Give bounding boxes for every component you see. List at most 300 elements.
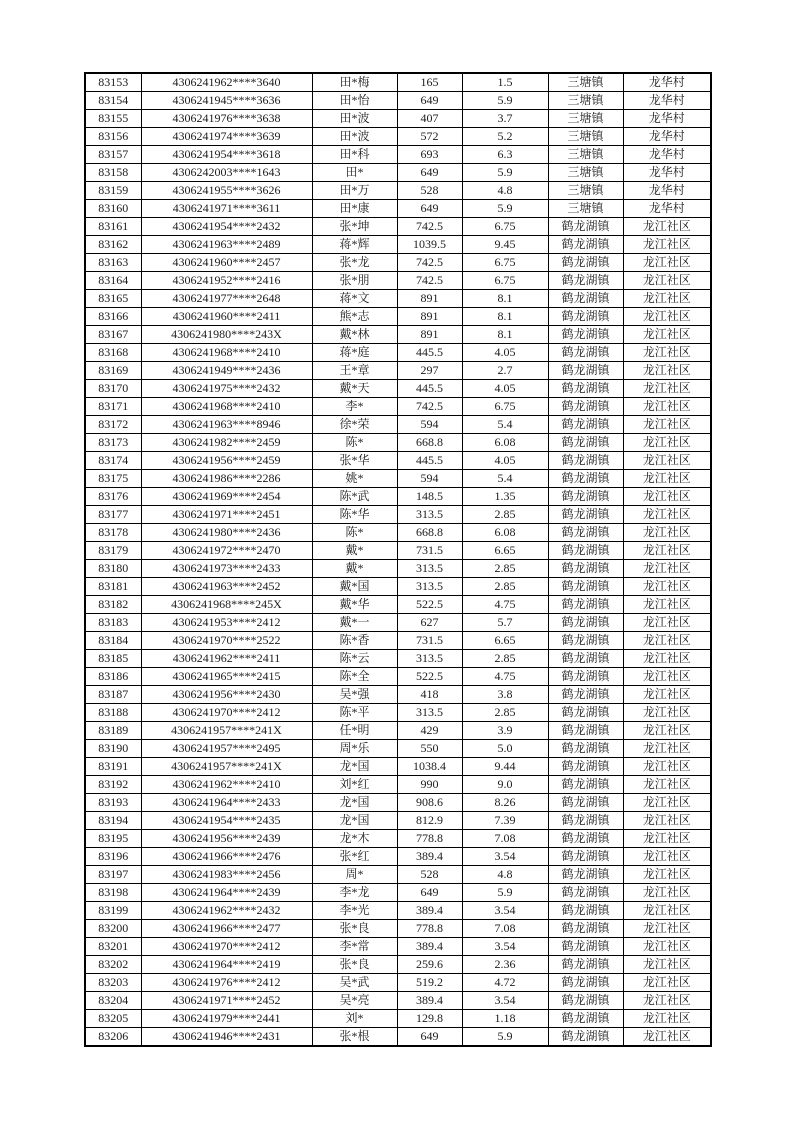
table-row xyxy=(85,938,711,956)
cell-name: 周* xyxy=(312,866,397,884)
cell-amount: 313.5 xyxy=(397,506,462,524)
cell-serial: 83196 xyxy=(85,848,141,866)
table-row xyxy=(85,812,711,830)
cell-serial: 83202 xyxy=(85,956,141,974)
cell-area: 7.08 xyxy=(462,830,548,848)
cell-amount: 389.4 xyxy=(397,938,462,956)
cell-serial: 83172 xyxy=(85,416,141,434)
cell-name: 戴*天 xyxy=(312,380,397,398)
cell-village: 龙江社区 xyxy=(623,452,711,470)
cell-id-number: 4306241962****2410 xyxy=(141,776,312,794)
cell-id-number: 4306241953****2412 xyxy=(141,614,312,632)
cell-id-number: 4306241969****2454 xyxy=(141,488,312,506)
cell-name: 陈*平 xyxy=(312,704,397,722)
cell-name: 张*华 xyxy=(312,452,397,470)
cell-village: 龙江社区 xyxy=(623,704,711,722)
cell-serial: 83182 xyxy=(85,596,141,614)
cell-amount: 778.8 xyxy=(397,920,462,938)
cell-amount: 649 xyxy=(397,164,462,182)
table-row xyxy=(85,218,711,236)
cell-id-number: 4306241945****3636 xyxy=(141,92,312,110)
table-row xyxy=(85,704,711,722)
cell-name: 张*坤 xyxy=(312,218,397,236)
cell-village: 龙江社区 xyxy=(623,308,711,326)
cell-village: 龙江社区 xyxy=(623,758,711,776)
cell-id-number: 4306241968****2410 xyxy=(141,344,312,362)
cell-amount: 891 xyxy=(397,290,462,308)
cell-village: 龙江社区 xyxy=(623,272,711,290)
table-row xyxy=(85,1028,711,1047)
cell-village: 龙江社区 xyxy=(623,884,711,902)
cell-amount: 407 xyxy=(397,110,462,128)
cell-serial: 83165 xyxy=(85,290,141,308)
cell-serial: 83171 xyxy=(85,398,141,416)
cell-town: 鹤龙湖镇 xyxy=(548,956,623,974)
cell-town: 鹤龙湖镇 xyxy=(548,632,623,650)
cell-serial: 83169 xyxy=(85,362,141,380)
cell-amount: 389.4 xyxy=(397,902,462,920)
cell-town: 鹤龙湖镇 xyxy=(548,650,623,668)
cell-town: 鹤龙湖镇 xyxy=(548,578,623,596)
cell-serial: 83163 xyxy=(85,254,141,272)
cell-amount: 908.6 xyxy=(397,794,462,812)
cell-serial: 83159 xyxy=(85,182,141,200)
cell-amount: 649 xyxy=(397,200,462,218)
cell-serial: 83200 xyxy=(85,920,141,938)
cell-id-number: 4306241964****2439 xyxy=(141,884,312,902)
cell-village: 龙江社区 xyxy=(623,416,711,434)
cell-area: 9.0 xyxy=(462,776,548,794)
table-row xyxy=(85,974,711,992)
table-row xyxy=(85,992,711,1010)
cell-amount: 297 xyxy=(397,362,462,380)
cell-id-number: 4306241963****2452 xyxy=(141,578,312,596)
cell-name: 陈*华 xyxy=(312,506,397,524)
cell-name: 田*康 xyxy=(312,200,397,218)
cell-name: 田*怡 xyxy=(312,92,397,110)
cell-village: 龙江社区 xyxy=(623,344,711,362)
cell-id-number: 4306241975****2432 xyxy=(141,380,312,398)
cell-serial: 83205 xyxy=(85,1010,141,1028)
cell-area: 2.85 xyxy=(462,704,548,722)
cell-amount: 742.5 xyxy=(397,254,462,272)
cell-name: 张*红 xyxy=(312,848,397,866)
cell-name: 龙*国 xyxy=(312,758,397,776)
cell-area: 6.65 xyxy=(462,542,548,560)
cell-serial: 83181 xyxy=(85,578,141,596)
cell-village: 龙华村 xyxy=(623,146,711,164)
cell-serial: 83206 xyxy=(85,1028,141,1047)
cell-serial: 83158 xyxy=(85,164,141,182)
cell-name: 张*龙 xyxy=(312,254,397,272)
cell-amount: 649 xyxy=(397,884,462,902)
cell-id-number: 4306241956****2439 xyxy=(141,830,312,848)
cell-serial: 83203 xyxy=(85,974,141,992)
table-row xyxy=(85,776,711,794)
cell-town: 三塘镇 xyxy=(548,164,623,182)
cell-town: 鹤龙湖镇 xyxy=(548,668,623,686)
cell-serial: 83191 xyxy=(85,758,141,776)
cell-amount: 313.5 xyxy=(397,578,462,596)
cell-amount: 313.5 xyxy=(397,560,462,578)
cell-id-number: 4306241976****3638 xyxy=(141,110,312,128)
cell-name: 蒋*文 xyxy=(312,290,397,308)
cell-area: 6.75 xyxy=(462,272,548,290)
cell-amount: 891 xyxy=(397,308,462,326)
cell-amount: 649 xyxy=(397,1028,462,1047)
cell-name: 戴*华 xyxy=(312,596,397,614)
cell-area: 2.85 xyxy=(462,578,548,596)
cell-area: 8.1 xyxy=(462,308,548,326)
cell-id-number: 4306241962****2432 xyxy=(141,902,312,920)
cell-amount: 522.5 xyxy=(397,596,462,614)
cell-id-number: 4306241964****2419 xyxy=(141,956,312,974)
cell-serial: 83199 xyxy=(85,902,141,920)
cell-amount: 550 xyxy=(397,740,462,758)
table-row xyxy=(85,128,711,146)
cell-amount: 668.8 xyxy=(397,524,462,542)
cell-town: 鹤龙湖镇 xyxy=(548,362,623,380)
cell-id-number: 4306241971****2452 xyxy=(141,992,312,1010)
table-row xyxy=(85,578,711,596)
cell-area: 5.4 xyxy=(462,470,548,488)
cell-serial: 83183 xyxy=(85,614,141,632)
cell-serial: 83160 xyxy=(85,200,141,218)
cell-name: 田*万 xyxy=(312,182,397,200)
table-row xyxy=(85,614,711,632)
cell-name: 张*根 xyxy=(312,1028,397,1047)
cell-village: 龙江社区 xyxy=(623,794,711,812)
cell-id-number: 4306241968****245X xyxy=(141,596,312,614)
table-row xyxy=(85,272,711,290)
cell-area: 4.75 xyxy=(462,596,548,614)
cell-serial: 83197 xyxy=(85,866,141,884)
cell-town: 三塘镇 xyxy=(548,146,623,164)
cell-serial: 83192 xyxy=(85,776,141,794)
cell-town: 三塘镇 xyxy=(548,92,623,110)
cell-serial: 83167 xyxy=(85,326,141,344)
table-row xyxy=(85,632,711,650)
cell-village: 龙江社区 xyxy=(623,524,711,542)
cell-amount: 649 xyxy=(397,92,462,110)
cell-town: 鹤龙湖镇 xyxy=(548,416,623,434)
cell-area: 1.5 xyxy=(462,73,548,92)
cell-id-number: 4306241979****2441 xyxy=(141,1010,312,1028)
cell-serial: 83204 xyxy=(85,992,141,1010)
table-row xyxy=(85,380,711,398)
cell-town: 三塘镇 xyxy=(548,200,623,218)
cell-town: 鹤龙湖镇 xyxy=(548,902,623,920)
table-row xyxy=(85,110,711,128)
cell-town: 三塘镇 xyxy=(548,110,623,128)
cell-village: 龙华村 xyxy=(623,73,711,92)
cell-id-number: 4306241971****3611 xyxy=(141,200,312,218)
cell-town: 鹤龙湖镇 xyxy=(548,542,623,560)
cell-village: 龙江社区 xyxy=(623,578,711,596)
cell-area: 4.05 xyxy=(462,344,548,362)
cell-village: 龙江社区 xyxy=(623,632,711,650)
table-row xyxy=(85,416,711,434)
cell-serial: 83194 xyxy=(85,812,141,830)
cell-town: 鹤龙湖镇 xyxy=(548,704,623,722)
cell-id-number: 4306241946****2431 xyxy=(141,1028,312,1047)
table-row xyxy=(85,146,711,164)
cell-amount: 990 xyxy=(397,776,462,794)
cell-area: 5.9 xyxy=(462,92,548,110)
cell-area: 9.45 xyxy=(462,236,548,254)
cell-serial: 83188 xyxy=(85,704,141,722)
cell-amount: 148.5 xyxy=(397,488,462,506)
cell-village: 龙江社区 xyxy=(623,938,711,956)
cell-id-number: 4306241970****2522 xyxy=(141,632,312,650)
cell-village: 龙江社区 xyxy=(623,722,711,740)
cell-amount: 812.9 xyxy=(397,812,462,830)
cell-town: 鹤龙湖镇 xyxy=(548,758,623,776)
cell-town: 鹤龙湖镇 xyxy=(548,776,623,794)
table-row xyxy=(85,596,711,614)
table-row xyxy=(85,758,711,776)
cell-village: 龙江社区 xyxy=(623,542,711,560)
cell-area: 1.35 xyxy=(462,488,548,506)
cell-amount: 259.6 xyxy=(397,956,462,974)
cell-name: 龙*木 xyxy=(312,830,397,848)
cell-name: 陈*武 xyxy=(312,488,397,506)
cell-amount: 693 xyxy=(397,146,462,164)
cell-village: 龙江社区 xyxy=(623,362,711,380)
table-row xyxy=(85,830,711,848)
table-row xyxy=(85,73,711,92)
cell-area: 2.85 xyxy=(462,506,548,524)
table-row xyxy=(85,308,711,326)
cell-id-number: 4306241960****2411 xyxy=(141,308,312,326)
cell-town: 鹤龙湖镇 xyxy=(548,380,623,398)
cell-area: 5.9 xyxy=(462,884,548,902)
cell-id-number: 4306241962****2411 xyxy=(141,650,312,668)
cell-name: 陈* xyxy=(312,524,397,542)
cell-id-number: 4306241974****3639 xyxy=(141,128,312,146)
cell-town: 鹤龙湖镇 xyxy=(548,1028,623,1047)
cell-town: 鹤龙湖镇 xyxy=(548,254,623,272)
cell-id-number: 4306241957****241X xyxy=(141,758,312,776)
cell-name: 张*朋 xyxy=(312,272,397,290)
cell-area: 5.9 xyxy=(462,164,548,182)
cell-id-number: 4306241970****2412 xyxy=(141,938,312,956)
cell-village: 龙江社区 xyxy=(623,506,711,524)
table-row xyxy=(85,524,711,542)
cell-area: 7.39 xyxy=(462,812,548,830)
cell-town: 三塘镇 xyxy=(548,128,623,146)
cell-area: 6.75 xyxy=(462,254,548,272)
cell-village: 龙江社区 xyxy=(623,1010,711,1028)
cell-town: 鹤龙湖镇 xyxy=(548,866,623,884)
table-row xyxy=(85,290,711,308)
cell-name: 陈* xyxy=(312,434,397,452)
cell-serial: 83180 xyxy=(85,560,141,578)
table-row xyxy=(85,488,711,506)
table-row xyxy=(85,794,711,812)
cell-amount: 742.5 xyxy=(397,218,462,236)
cell-village: 龙江社区 xyxy=(623,740,711,758)
cell-id-number: 4306241954****2435 xyxy=(141,812,312,830)
cell-name: 田*梅 xyxy=(312,73,397,92)
cell-area: 3.54 xyxy=(462,902,548,920)
cell-amount: 445.5 xyxy=(397,452,462,470)
cell-id-number: 4306241971****2451 xyxy=(141,506,312,524)
cell-area: 3.9 xyxy=(462,722,548,740)
table-row xyxy=(85,200,711,218)
cell-serial: 83190 xyxy=(85,740,141,758)
subsidy-table xyxy=(84,72,712,1047)
table-body xyxy=(85,73,711,1046)
table-row xyxy=(85,560,711,578)
cell-village: 龙江社区 xyxy=(623,956,711,974)
cell-id-number: 4306241965****2415 xyxy=(141,668,312,686)
cell-town: 鹤龙湖镇 xyxy=(548,470,623,488)
cell-area: 5.2 xyxy=(462,128,548,146)
cell-town: 鹤龙湖镇 xyxy=(548,596,623,614)
cell-id-number: 4306241983****2456 xyxy=(141,866,312,884)
cell-area: 6.75 xyxy=(462,398,548,416)
cell-id-number: 4306241968****2410 xyxy=(141,398,312,416)
table-row xyxy=(85,902,711,920)
table-row xyxy=(85,542,711,560)
cell-amount: 519.2 xyxy=(397,974,462,992)
cell-name: 陈*全 xyxy=(312,668,397,686)
cell-village: 龙江社区 xyxy=(623,974,711,992)
cell-area: 2.85 xyxy=(462,650,548,668)
table-row xyxy=(85,344,711,362)
cell-serial: 83156 xyxy=(85,128,141,146)
cell-serial: 83198 xyxy=(85,884,141,902)
cell-area: 6.08 xyxy=(462,434,548,452)
cell-village: 龙江社区 xyxy=(623,326,711,344)
cell-area: 1.18 xyxy=(462,1010,548,1028)
table-row xyxy=(85,686,711,704)
cell-amount: 594 xyxy=(397,416,462,434)
cell-town: 三塘镇 xyxy=(548,73,623,92)
cell-village: 龙江社区 xyxy=(623,848,711,866)
cell-village: 龙江社区 xyxy=(623,254,711,272)
cell-village: 龙华村 xyxy=(623,92,711,110)
cell-area: 9.44 xyxy=(462,758,548,776)
table-row xyxy=(85,452,711,470)
cell-area: 8.1 xyxy=(462,290,548,308)
cell-village: 龙华村 xyxy=(623,110,711,128)
cell-town: 鹤龙湖镇 xyxy=(548,488,623,506)
cell-village: 龙江社区 xyxy=(623,614,711,632)
cell-id-number: 4306241954****3618 xyxy=(141,146,312,164)
cell-area: 2.85 xyxy=(462,560,548,578)
cell-amount: 522.5 xyxy=(397,668,462,686)
cell-amount: 627 xyxy=(397,614,462,632)
cell-town: 鹤龙湖镇 xyxy=(548,1010,623,1028)
cell-serial: 83166 xyxy=(85,308,141,326)
cell-amount: 528 xyxy=(397,182,462,200)
table-row xyxy=(85,920,711,938)
cell-name: 徐*荣 xyxy=(312,416,397,434)
cell-serial: 83186 xyxy=(85,668,141,686)
cell-serial: 83189 xyxy=(85,722,141,740)
cell-amount: 742.5 xyxy=(397,398,462,416)
cell-serial: 83164 xyxy=(85,272,141,290)
cell-amount: 742.5 xyxy=(397,272,462,290)
table-row xyxy=(85,884,711,902)
cell-area: 2.7 xyxy=(462,362,548,380)
table-row xyxy=(85,866,711,884)
cell-serial: 83155 xyxy=(85,110,141,128)
table-row xyxy=(85,362,711,380)
cell-village: 龙江社区 xyxy=(623,668,711,686)
cell-amount: 313.5 xyxy=(397,704,462,722)
cell-town: 鹤龙湖镇 xyxy=(548,308,623,326)
cell-area: 6.65 xyxy=(462,632,548,650)
cell-town: 鹤龙湖镇 xyxy=(548,344,623,362)
cell-serial: 83187 xyxy=(85,686,141,704)
cell-id-number: 4306241966****2477 xyxy=(141,920,312,938)
cell-area: 3.54 xyxy=(462,938,548,956)
cell-amount: 313.5 xyxy=(397,650,462,668)
cell-serial: 83174 xyxy=(85,452,141,470)
cell-serial: 83154 xyxy=(85,92,141,110)
cell-village: 龙江社区 xyxy=(623,920,711,938)
cell-id-number: 4306241949****2436 xyxy=(141,362,312,380)
cell-amount: 594 xyxy=(397,470,462,488)
cell-name: 龙*国 xyxy=(312,812,397,830)
cell-name: 吴*亮 xyxy=(312,992,397,1010)
cell-serial: 83201 xyxy=(85,938,141,956)
cell-name: 任*明 xyxy=(312,722,397,740)
cell-id-number: 4306241956****2430 xyxy=(141,686,312,704)
cell-serial: 83193 xyxy=(85,794,141,812)
cell-serial: 83184 xyxy=(85,632,141,650)
cell-town: 鹤龙湖镇 xyxy=(548,884,623,902)
cell-name: 蒋*辉 xyxy=(312,236,397,254)
cell-town: 三塘镇 xyxy=(548,182,623,200)
cell-id-number: 4306241970****2412 xyxy=(141,704,312,722)
cell-name: 田* xyxy=(312,164,397,182)
cell-area: 5.4 xyxy=(462,416,548,434)
cell-name: 戴*一 xyxy=(312,614,397,632)
cell-village: 龙华村 xyxy=(623,182,711,200)
cell-name: 张*良 xyxy=(312,956,397,974)
table-row xyxy=(85,848,711,866)
table-row xyxy=(85,1010,711,1028)
cell-serial: 83157 xyxy=(85,146,141,164)
cell-id-number: 4306241980****2436 xyxy=(141,524,312,542)
cell-village: 龙江社区 xyxy=(623,398,711,416)
cell-area: 8.26 xyxy=(462,794,548,812)
cell-name: 刘* xyxy=(312,1010,397,1028)
table-row xyxy=(85,722,711,740)
cell-name: 陈*云 xyxy=(312,650,397,668)
cell-id-number: 4306242003****1643 xyxy=(141,164,312,182)
cell-serial: 83170 xyxy=(85,380,141,398)
cell-name: 戴* xyxy=(312,560,397,578)
cell-area: 4.05 xyxy=(462,452,548,470)
cell-name: 李*常 xyxy=(312,938,397,956)
cell-area: 4.72 xyxy=(462,974,548,992)
cell-town: 鹤龙湖镇 xyxy=(548,740,623,758)
cell-serial: 83195 xyxy=(85,830,141,848)
cell-town: 鹤龙湖镇 xyxy=(548,290,623,308)
cell-area: 6.08 xyxy=(462,524,548,542)
cell-amount: 389.4 xyxy=(397,992,462,1010)
cell-area: 5.9 xyxy=(462,1028,548,1047)
cell-name: 刘*红 xyxy=(312,776,397,794)
cell-area: 4.05 xyxy=(462,380,548,398)
cell-id-number: 4306241972****2470 xyxy=(141,542,312,560)
cell-town: 鹤龙湖镇 xyxy=(548,326,623,344)
